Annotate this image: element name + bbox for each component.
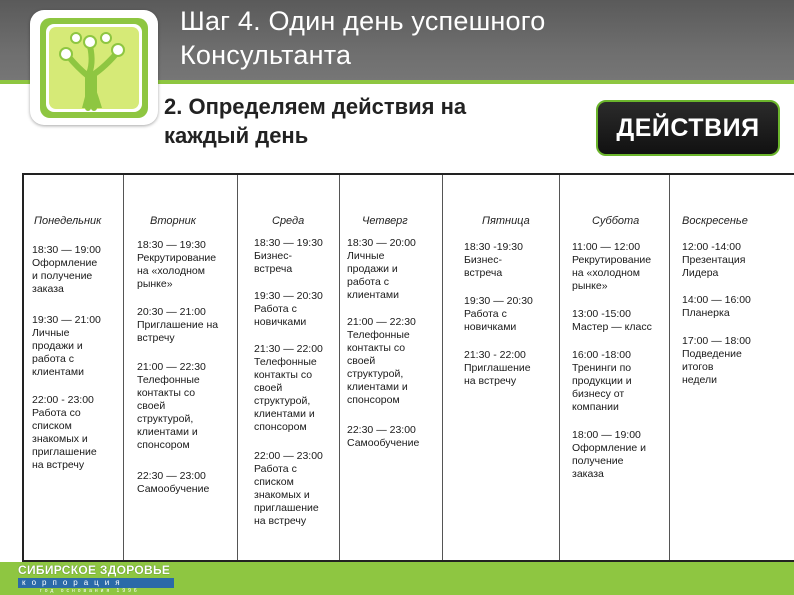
entry-text: Личные [347, 250, 385, 262]
day-name: Понедельник [34, 215, 102, 227]
page-title-line: Консультанта [180, 40, 352, 70]
day-name: Вторник [150, 215, 196, 227]
entry-text: знакомых и [254, 489, 310, 501]
schedule-entry [682, 294, 751, 320]
entry-text: Лидера [682, 267, 719, 279]
day-name: Воскресенье [682, 215, 748, 227]
entry-time: 21:00 — 22:30 [137, 361, 206, 373]
entry-text: продукции и [572, 375, 632, 387]
entry-text: структурой, [254, 395, 311, 407]
entry-text: Работа со [32, 407, 81, 419]
entry-text: на «холодном [572, 267, 640, 279]
entry-text: компании [572, 401, 619, 413]
entry-text: Бизнес- [464, 254, 502, 266]
entry-text: Работа с [254, 303, 297, 315]
entry-text: спонсором [137, 439, 190, 451]
entry-text: клиентами и [254, 408, 315, 420]
entry-text: Оформление и [572, 442, 646, 454]
entry-text: Оформление [32, 257, 98, 269]
entry-text: Самообучение [137, 483, 210, 495]
entry-time: 22:30 — 23:00 [347, 424, 416, 436]
entry-text: структурой, [347, 368, 404, 380]
entry-text: контакты со [254, 369, 313, 381]
entry-text: Приглашение на [137, 319, 219, 331]
entry-text: знакомых и [32, 433, 88, 445]
entry-text: Рекрутирование [137, 252, 217, 264]
entry-text: на встречу [32, 459, 85, 471]
entry-text: Рекрутирование [572, 254, 652, 266]
entry-text: получение [572, 455, 624, 467]
entry-time: 18:30 — 19:30 [137, 239, 206, 251]
entry-time: 16:00 -18:00 [572, 349, 631, 361]
entry-text: продажи и [347, 263, 398, 275]
entry-text: контакты со [137, 387, 196, 399]
day-name: Среда [272, 215, 305, 227]
entry-text: списком [254, 476, 294, 488]
entry-time: 22:00 - 23:00 [32, 394, 94, 406]
company-logo-founded: год основания 1996 [40, 588, 140, 594]
entry-text: приглашение [32, 446, 97, 458]
entry-text: бизнесу от [572, 388, 625, 400]
entry-time: 19:30 — 20:30 [464, 295, 533, 307]
entry-text: встречу [137, 332, 175, 344]
entry-text: Телефонные [254, 356, 317, 368]
entry-time: 21:00 — 22:30 [347, 316, 416, 328]
entry-text: контакты со [347, 342, 406, 354]
entry-text: Планерка [682, 307, 730, 319]
entry-text: Самообучение [347, 437, 420, 449]
section-subtitle-line: 2. Определяем действия на [164, 94, 467, 119]
entry-text: Подведение [682, 348, 742, 360]
entry-text: приглашение [254, 502, 319, 514]
entry-text: Телефонные [347, 329, 410, 341]
entry-text: и получение [32, 270, 93, 282]
entry-text: недели [682, 374, 718, 386]
entry-time: 17:00 — 18:00 [682, 335, 751, 347]
entry-text: спонсором [347, 394, 400, 406]
weekly-schedule [22, 173, 794, 562]
entry-text: Мастер — класс [572, 321, 652, 333]
tree-logo-icon [38, 16, 150, 120]
entry-text: продажи и [32, 340, 83, 352]
entry-time: 18:30 — 20:00 [347, 237, 416, 249]
entry-time: 14:00 — 16:00 [682, 294, 751, 306]
company-logo-name: СИБИРСКОЕ ЗДОРОВЬЕ [18, 563, 171, 577]
entry-text: на встречу [254, 515, 307, 527]
entry-text: итогов [682, 361, 714, 373]
entry-text: своей [254, 382, 283, 394]
entry-text: работа с [32, 353, 74, 365]
entry-time: 21:30 - 22:00 [464, 349, 526, 361]
entry-text: клиентами и [347, 381, 408, 393]
entry-time: 11:00 — 12:00 [572, 241, 641, 253]
entry-time: 18:30 -19:30 [464, 241, 523, 253]
entry-time: 12:00 -14:00 [682, 241, 741, 253]
entry-time: 19:30 — 20:30 [254, 290, 323, 302]
entry-text: на встречу [464, 375, 517, 387]
section-subtitle-line: каждый день [164, 123, 309, 148]
company-logo [18, 564, 174, 593]
day-name: Пятница [482, 215, 530, 227]
entry-text: списком [32, 420, 72, 432]
entry-text: работа с [347, 276, 389, 288]
entry-text: новичками [464, 321, 517, 333]
entry-text: Личные [32, 327, 70, 339]
entry-text: на «холодном [137, 265, 205, 277]
entry-text: заказа [572, 468, 604, 480]
entry-text: заказа [32, 283, 64, 295]
page-title-line: Шаг 4. Один день успешного [180, 6, 546, 36]
company-logo-corp: корпорация [18, 578, 174, 588]
entry-text: клиентами и [137, 426, 198, 438]
entry-text: встреча [464, 267, 503, 279]
entry-text: Приглашение [464, 362, 531, 374]
page-title [180, 4, 545, 72]
actions-badge: ДЕЙСТВИЯ [596, 100, 780, 156]
entry-text: Тренинги по [572, 362, 632, 374]
day-name: Суббота [592, 215, 640, 227]
entry-time: 20:30 — 21:00 [137, 306, 206, 318]
entry-text: рынке» [572, 280, 608, 292]
entry-text: Презентация [682, 254, 746, 266]
entry-text: Работа с [254, 463, 297, 475]
entry-time: 22:00 — 23:00 [254, 450, 323, 462]
entry-text: Работа с [464, 308, 507, 320]
logo-tile [30, 10, 158, 125]
day-column [24, 175, 794, 560]
entry-text: встреча [254, 263, 293, 275]
day-name: Четверг [362, 215, 408, 227]
entry-time: 19:30 — 21:00 [32, 314, 101, 326]
entry-text: своей [347, 355, 376, 367]
entry-time: 18:30 — 19:30 [254, 237, 323, 249]
entry-text: новичками [254, 316, 307, 328]
entry-text: клиентами [347, 289, 399, 301]
entry-text: структурой, [137, 413, 194, 425]
schedule-entry [682, 335, 751, 387]
entry-time: 21:30 — 22:00 [254, 343, 323, 355]
entry-text: клиентами [32, 366, 84, 378]
entry-time: 13:00 -15:00 [572, 308, 631, 320]
entry-text: своей [137, 400, 166, 412]
entry-time: 18:00 — 19:00 [572, 429, 641, 441]
section-subtitle [164, 92, 466, 150]
entry-time: 18:30 — 19:00 [32, 244, 101, 256]
entry-text: рынке» [137, 278, 173, 290]
entry-text: спонсором [254, 421, 307, 433]
entry-text: Телефонные [137, 374, 200, 386]
entry-text: Бизнес- [254, 250, 292, 262]
schedule-entry [682, 241, 745, 280]
entry-time: 22:30 — 23:00 [137, 470, 206, 482]
